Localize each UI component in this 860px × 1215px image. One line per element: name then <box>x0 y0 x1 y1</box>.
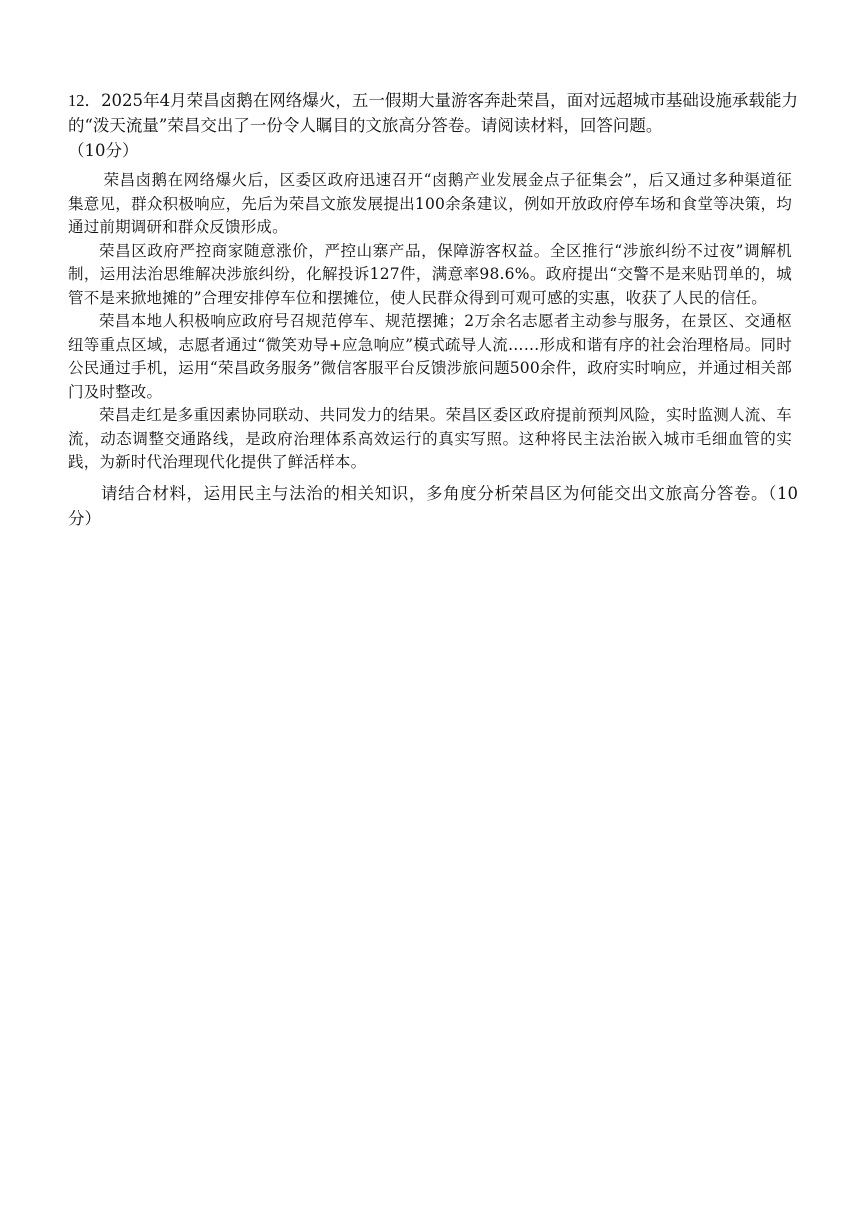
material-paragraph: 荣昌本地人积极响应政府号召规范停车、规范摆摊；2万余名志愿者主动参与服务，在景区、交通枢纽等重点区域，志愿者通过“微笑劝导+应急响应”模式疏导人流……形成和谐有序的社会治理格局。同时公民通过手机，运用“荣昌政务服务”微信客服平台反馈涉旅问题500余件，政府实时响应，并通过相关部门及时整改。 <box>68 312 792 401</box>
material-paragraph: 荣昌走红是多重因素协同联动、共同发力的结果。荣昌区委区政府提前预判风险，实时监测人流、车流，动态调整交通路线，是政府治理体系高效运行的真实写照。这种将民主法治嵌入城市毛细血管的实践，为新时代治理现代化提供了鲜活样本。 <box>68 406 792 471</box>
question-12 <box>68 88 798 531</box>
question-number: 12． <box>68 91 102 110</box>
material-paragraph: 荣昌区政府严控商家随意涨价，严控山寨产品，保障游客权益。全区推行“涉旅纠纷不过夜”调解机制，运用法治思维解决涉旅纠纷，化解投诉127件，满意率98.6%。政府提出“交警不是来贴罚单的，城管不是来掀地摊的”合理安排停车位和摆摊位，使人民群众得到可观可感的实惠，收获了人民的信任。 <box>68 241 792 307</box>
material-paragraph: 荣昌卤鹅在网络爆火后，区委区政府迅速召开“卤鹅产业发展金点子征集会”，后又通过多种渠道征集意见，群众积极响应，先后为荣昌文旅发展提出100余条建议，例如开放政府停车场和食堂等决策，均通过前期调研和群众反馈形成。 <box>68 171 792 236</box>
question-stem: 2025年4月荣昌卤鹅在网络爆火，五一假期大量游客奔赴荣昌，面对远超城市基础设施承载能力的“泼天流量”荣昌交出了一份令人瞩目的文旅高分答卷。请阅读材料，回答问题。 <box>68 91 799 135</box>
material-block <box>68 169 798 475</box>
question-ask: 请结合材料，运用民主与法治的相关知识，多角度分析荣昌区为何能交出文旅高分答卷。（10分） <box>68 483 798 528</box>
question-stem-block <box>68 88 798 163</box>
question-score: （10分） <box>68 141 139 160</box>
